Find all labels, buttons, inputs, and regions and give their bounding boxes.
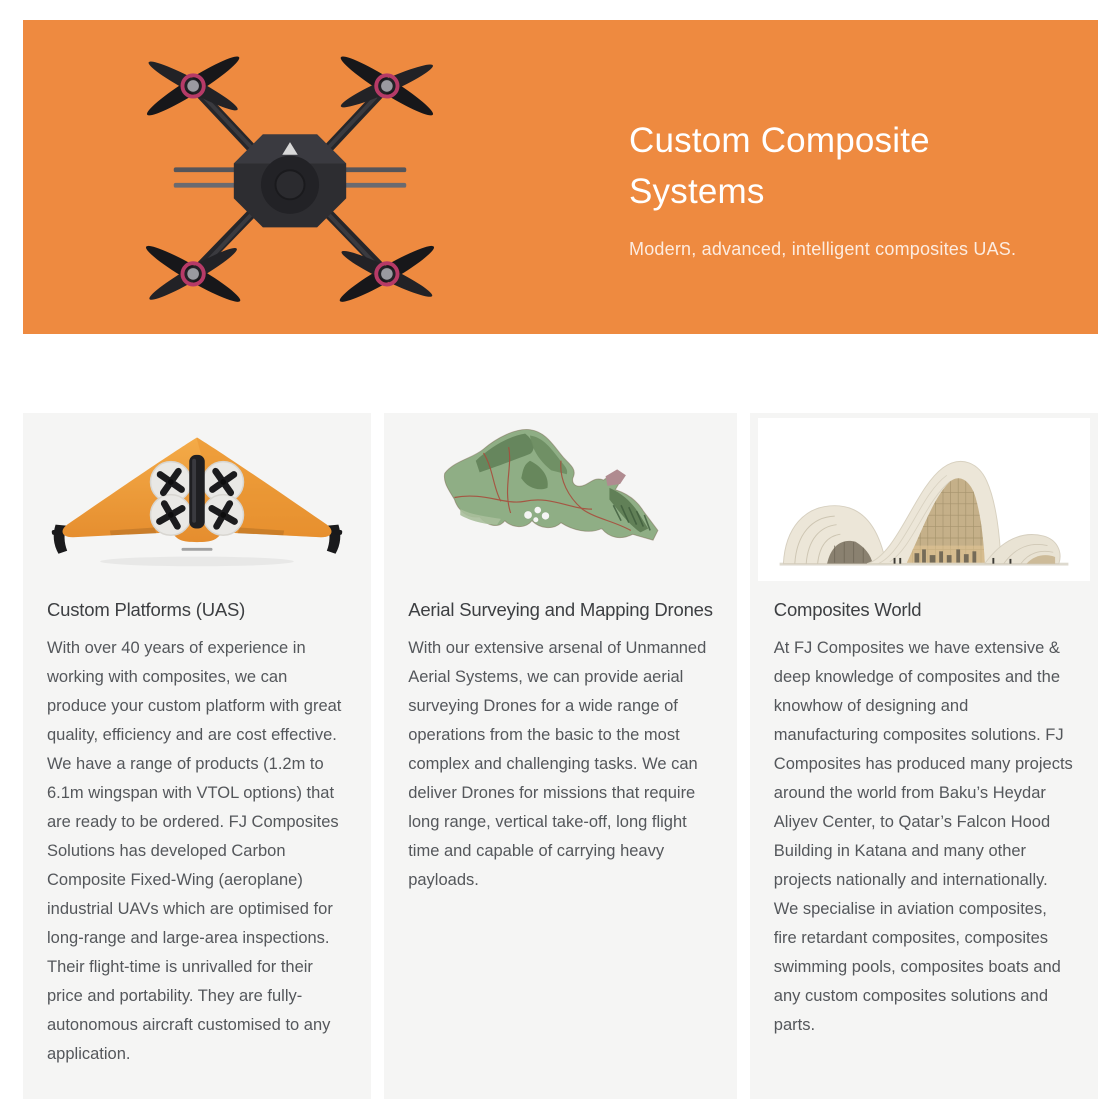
card-aerial-surveying (384, 413, 737, 1099)
terrain-map-illustration (411, 420, 711, 575)
hero-text-block (629, 115, 1029, 260)
quadcopter-drone-image (105, 22, 475, 334)
hero-title: Custom Composite Systems (629, 121, 930, 211)
hero-banner (23, 20, 1098, 334)
card-body-composites-world: At FJ Composites we have extensive & deep knowledge of composites and the knowhow of designing and manufacturing composites solutions. FJ Composites has produced many projects around the world from Baku’s Heydar Aliyev Center, to Qatar’s Falcon Hood Building in Katana and many other projects nationally and internationally. We specialise in aviation composites, fire retardant composites, composites swimming pools, composites boats and any custom composites solutions and parts. (773, 639, 1073, 1034)
card-title-composites-world: Composites World (773, 599, 922, 620)
terrain-map-image (384, 413, 737, 581)
card-composites-world (750, 413, 1098, 1099)
fixed-wing-drone-illustration (47, 420, 347, 575)
fixed-wing-drone-image (23, 413, 371, 581)
building-image (758, 418, 1090, 581)
card-title-custom-platforms: Custom Platforms (UAS) (47, 599, 246, 620)
hero-subtitle: Modern, advanced, intelligent composites UAS. (629, 239, 1017, 259)
card-title-aerial-surveying: Aerial Surveying and Mapping Drones (408, 599, 713, 620)
feature-cards (23, 413, 1098, 1099)
building-illustration (769, 424, 1079, 576)
card-custom-platforms (23, 413, 371, 1099)
card-body-aerial-surveying: With our extensive arsenal of Unmanned Aerial Systems, we can provide aerial surveying Drones for a wide range of operations from the basic to the most complex and challenging tasks. We can deliver Drones for missions that require long range, vertical take-off, long flight time and capable of carrying heavy payloads. (408, 639, 707, 889)
page (0, 20, 1120, 1099)
card-body-custom-platforms: With over 40 years of experience in working with composites, we can produce your custom platform with great quality, efficiency and are cost effective. We have a range of products (1.2m to 6.1m wingspan with VTOL options) that are ready to be ordered. FJ Composites Solutions has developed Carbon Composite Fixed-Wing (aeroplane) industrial UAVs which are optimised for long-range and large-area inspections. Their flight-time is unrivalled for their price and portability. They are fully-autonomous aircraft customised to any application. (47, 639, 342, 1063)
quadcopter-drone-illustration (105, 22, 475, 332)
